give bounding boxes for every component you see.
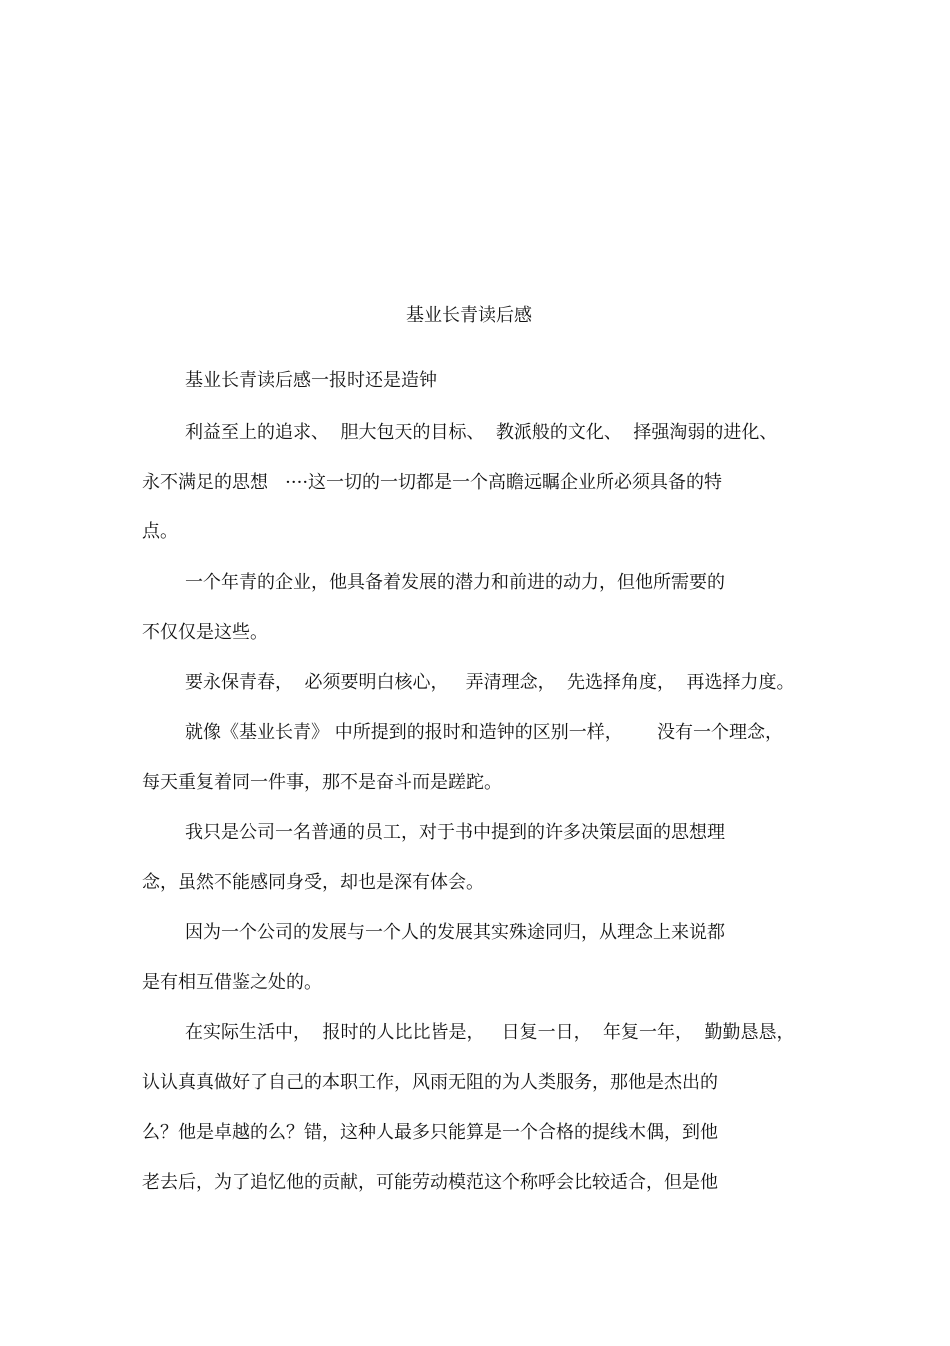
paragraph-line: 是有相互借鉴之处的。	[142, 972, 322, 993]
paragraph-line: 认认真真做好了自己的本职工作，风雨无阻的为人类服务，那他是杰出的	[142, 1072, 718, 1093]
paragraph-line: 么？他是卓越的么？错，这种人最多只能算是一个合格的提线木偶，到他	[142, 1122, 718, 1143]
document-title: 基业长青读后感	[406, 305, 532, 326]
paragraph-line: 每天重复着同一件事，那不是奋斗而是蹉跎。	[142, 772, 502, 793]
paragraph-line: 就像《基业长青》 中所提到的报时和造钟的区别一样， 没有一个理念，	[185, 722, 784, 743]
paragraph-line: 我只是公司一名普通的员工，对于书中提到的许多决策层面的思想理	[185, 822, 725, 843]
paragraph-line: 老去后，为了追忆他的贡献，可能劳动模范这个称呼会比较适合，但是他	[142, 1172, 718, 1193]
paragraph-line: 永不满足的思想 ····这一切的一切都是一个高瞻远瞩企业所必须具备的特	[142, 472, 723, 493]
paragraph-line: 要永保青春， 必须要明白核心， 弄清理念， 先选择角度， 再选择力度。	[185, 672, 795, 693]
subtitle-line: 基业长青读后感一报时还是造钟	[185, 370, 437, 391]
paragraph-line: 点。	[142, 521, 178, 542]
paragraph-line: 念，虽然不能感同身受，却也是深有体会。	[142, 872, 484, 893]
paragraph-line: 因为一个公司的发展与一个人的发展其实殊途同归，从理念上来说都	[185, 922, 725, 943]
paragraph-line: 不仅仅是这些。	[142, 622, 268, 643]
paragraph-line: 在实际生活中， 报时的人比比皆是， 日复一日， 年复一年， 勤勤恳恳，	[185, 1022, 795, 1043]
paragraph-line: 一个年青的企业，他具备着发展的潜力和前进的动力，但他所需要的	[185, 572, 725, 593]
paragraph-line: 利益至上的追求、 胆大包天的目标、 教派般的文化、 择强淘弱的进化、	[185, 422, 778, 443]
